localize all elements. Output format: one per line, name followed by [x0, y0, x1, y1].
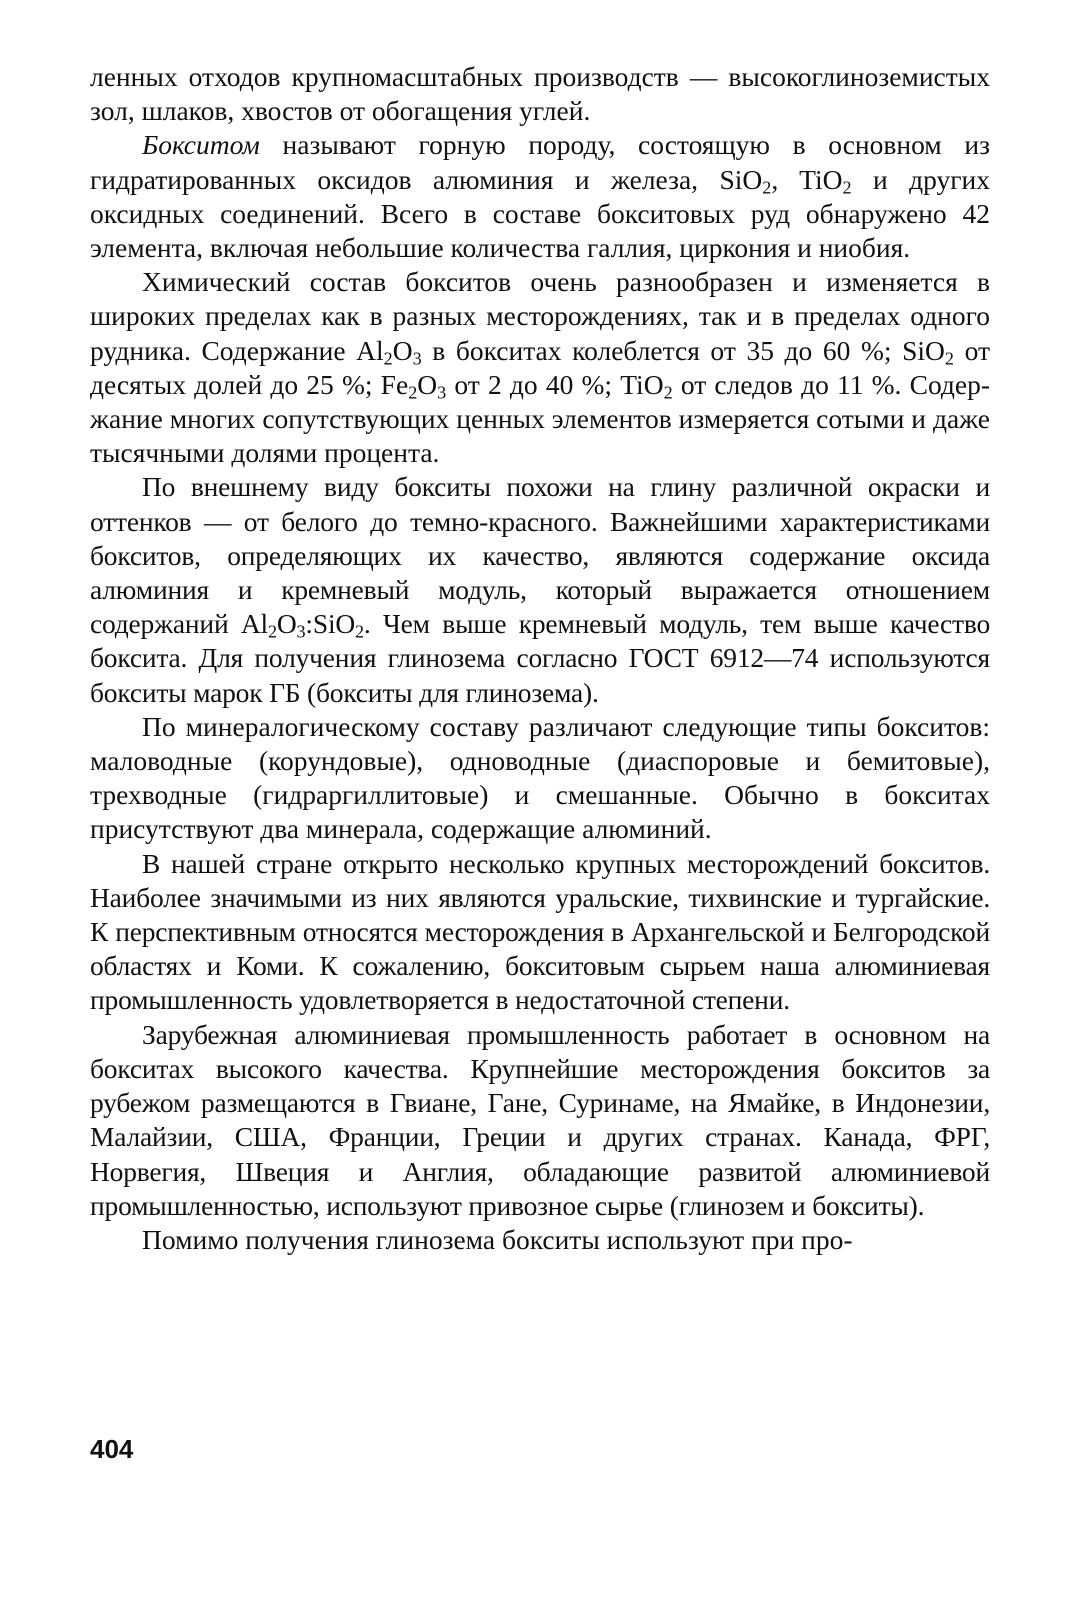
paragraph-bauxite-definition	[90, 128, 990, 265]
paragraph-other-uses	[90, 1223, 990, 1257]
subscript: 2	[663, 382, 673, 403]
paragraph-chemical-composition	[90, 265, 990, 470]
text-run: от десятых долей до 25 %; Fe	[90, 334, 991, 400]
text-run: называют горную породу, состоящую в основном из гидратированных оксидов алюминия и железа, SiO	[90, 129, 990, 195]
subscript: 3	[437, 382, 447, 403]
text-run: По внешнему виду бокситы похожи на глину различной окраски и оттенков — от белого до темно-красного. Важнейшими характеристиками бокситов, определяющих их качество, являются содержание оксида алюминия и кремневый модуль, который выражается отношением содержаний Al	[90, 471, 990, 640]
paragraph-mineral-types	[90, 710, 990, 847]
page-body	[90, 60, 990, 1257]
paragraph-appearance-quality	[90, 470, 990, 709]
text-run: . Чем выше кремневый модуль, тем выше качество боксита. Для получения глинозема согласно ГОСТ 6912—74 используются бокситы марок ГБ (бокситы для глинозема).	[90, 608, 990, 708]
subscript: 2	[762, 177, 772, 198]
page-number: 404	[90, 1434, 134, 1464]
subscript: 2	[355, 621, 364, 642]
text-run: O	[392, 334, 413, 366]
text-run: Помимо получения глинозема бокситы используют при про-	[142, 1223, 853, 1255]
text-run: По минералогическому составу различают следующие типы бокситов: маловодные (корундовые), одноводные (диаспоровые и бемитовые), трехводные (гидраргиллитовые) и смешанные. Обычно в бокситах присутствуют два минерала, содержащие алюминий.	[90, 710, 990, 845]
paragraph-foreign-industry	[90, 1018, 990, 1223]
subscript: 2	[842, 177, 852, 198]
text-run: , TiO	[771, 163, 843, 195]
text-run: ленных отходов крупномасштабных производств — высокоглиноземистых зол, шлаков, хвостов от обогащения углей.	[90, 61, 990, 127]
text-run: и других оксидных соединений. Всего в составе бокситовых руд обнаружено 42 элемента, включая небольшие количества галлия, циркония и ниобия.	[90, 163, 990, 264]
text-run: от следов до 11 %. Содержание многих сопутствующих ценных элементов измеряется сотыми и даже тысячными долями процента.	[90, 368, 991, 469]
subscript: 2	[944, 348, 954, 369]
text-run: Зарубежная алюминиевая промышленность работает в основном на бокситах высокого качества. Крупнейшие месторождения бокситов за рубежом размещаются в Гвиане, Гане, Суринаме, на Ямайке, в Индонезии, Малайзии, США, Франции, Греции и других странах. Канада, ФРГ, Норвегия, Швеция и Англия, обладающие развитой алюминиевой промышленностью, используют привозное сырье (глинозем и бокситы).	[90, 1018, 990, 1221]
subscript: 3	[296, 621, 306, 642]
text-run: В нашей стране открыто несколько крупных месторождений бокситов. Наиболее значимыми из них являются уральские, тихвинские и тургайские. К перспективным относятся месторождения в Архангельской и Белгородской областях и Коми. К сожалению, бокситовым сырьем наша алюминиевая промышленность удовлетворяется в недостаточной степени.	[90, 847, 990, 1016]
paragraph-continuation	[90, 60, 990, 128]
paragraph-domestic-deposits	[90, 847, 990, 1018]
text-run: O	[276, 608, 297, 640]
subscript: 2	[408, 382, 418, 403]
subscript: 3	[412, 348, 422, 369]
subscript: 2	[383, 348, 393, 369]
term-bauxite: Бокситом	[142, 129, 260, 161]
text-run: :SiO	[305, 608, 356, 640]
text-run: в бокситах колеблется от 35 до 60 %; SiO	[421, 334, 945, 366]
text-run: от 2 до 40 %; TiO	[446, 368, 664, 400]
subscript: 2	[267, 621, 277, 642]
text-run: Химический состав бокситов очень разнообразен и изменяется в широких пределах как в разных месторождениях, так и в пределах одного рудника. Содержание Al	[90, 266, 990, 366]
text-run: O	[417, 368, 438, 400]
